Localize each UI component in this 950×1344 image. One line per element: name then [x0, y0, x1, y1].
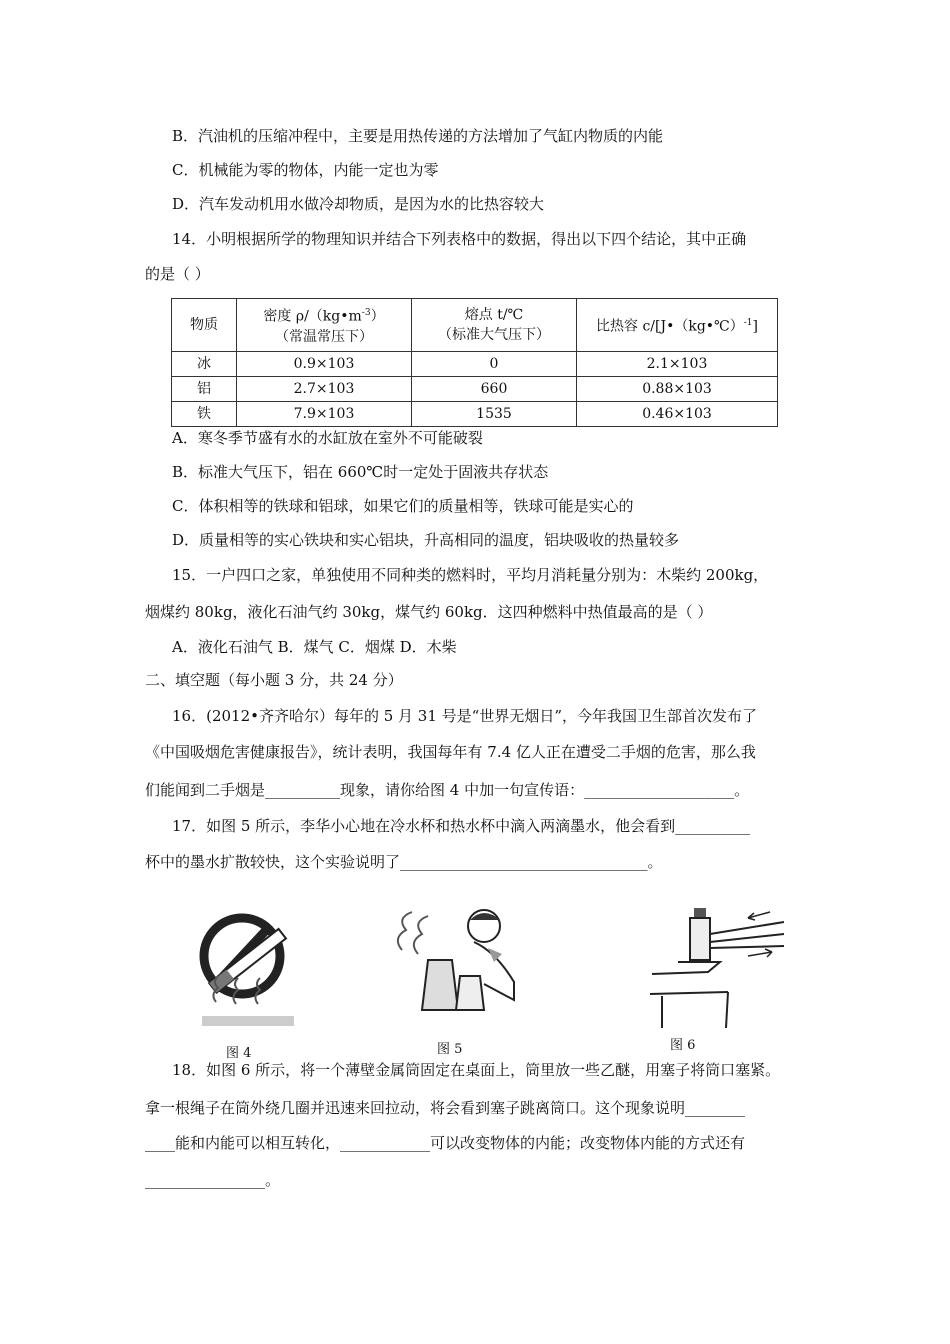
q14-stem-line2: 的是（ ） [145, 265, 210, 283]
cell-melting-point: 660 [412, 377, 577, 402]
q17-line1: 17．如图 5 所示，李华小心地在冷水杯和热水杯中滴入两滴墨水，他会看到__________ [172, 817, 751, 835]
header-density [237, 299, 412, 352]
header-melt-condition: （标准大气压下） [438, 327, 550, 343]
figure-5-caption: 图 5 [437, 1042, 463, 1057]
cell-melting-point: 0 [412, 352, 577, 377]
header-melting-point [412, 299, 577, 352]
cell-specific-heat: 2.1×103 [577, 352, 778, 377]
q18-line3: ____能和内能可以相互转化，____________可以改变物体的内能；改变物体内能的方式还有 [145, 1134, 746, 1152]
q15-line2: 烟煤约 80kg，液化石油气约 30kg，煤气约 60kg．这四种燃料中热值最高的是（ ） [145, 603, 713, 621]
cell-substance: 铝 [172, 377, 237, 402]
data-table [171, 298, 778, 427]
header-density-label: 密度 ρ/（kg•m [263, 308, 362, 325]
cell-density: 0.9×103 [237, 352, 412, 377]
table-row [172, 402, 778, 427]
figure-6-caption: 图 6 [670, 1038, 696, 1053]
q16-line1: 16．(2012•齐齐哈尔）每年的 5 月 31 号是“世界无烟日”，今年我国卫生部首次发布了 [172, 707, 758, 725]
cell-density: 7.9×103 [237, 402, 412, 427]
q14-option-b: B．标准大气压下，铝在 660℃时一定处于固液共存状态 [172, 463, 549, 481]
q16-line3: 们能闻到二手烟是__________现象，请你给图 4 中加一句宣传语：____________________。 [145, 781, 750, 799]
header-specific-heat [577, 299, 778, 352]
q18-line1: 18．如图 6 所示，将一个薄壁金属筒固定在桌面上，筒里放一些乙醚，用塞子将筒口塞紧。 [172, 1061, 781, 1079]
q17-line2: 杯中的墨水扩散较快，这个实验说明了_________________________________。 [145, 853, 663, 871]
q14-option-d: D．质量相等的实心铁块和实心铝块，升高相同的温度，铝块吸收的热量较多 [172, 531, 680, 549]
table-row [172, 377, 778, 402]
q14-option-a: A．寒冬季节盛有水的水缸放在室外不可能破裂 [172, 429, 483, 447]
figure-4-caption: 图 4 [226, 1046, 252, 1061]
q18-line2: 拿一根绳子在筒外绕几圈并迅速来回拉动，将会看到塞子跳离筒口。这个现象说明________ [145, 1099, 746, 1117]
metal-tube-figure [648, 904, 788, 1028]
q13-option-d: D．汽车发动机用水做冷却物质，是因为水的比热容较大 [172, 195, 545, 213]
header-melt-label: 熔点 t/℃ [464, 307, 524, 323]
section-heading: 二、填空题（每小题 3 分，共 24 分） [145, 671, 403, 689]
table-header-row [172, 299, 778, 352]
header-heat-exponent: -1 [743, 318, 753, 329]
q13-option-c: C．机械能为零的物体，内能一定也为零 [172, 161, 439, 179]
cell-substance: 冰 [172, 352, 237, 377]
q13-option-b: B．汽油机的压缩冲程中，主要是用热传递的方法增加了气缸内物质的内能 [172, 127, 664, 145]
q18-line4: ________________。 [145, 1171, 281, 1189]
q16-line2: 《中国吸烟危害健康报告》，统计表明，我国每年有 7.4 亿人正在遭受二手烟的危害，那么我 [145, 743, 756, 761]
table-row [172, 352, 778, 377]
header-density-close: ） [370, 308, 385, 325]
q15-options: A．液化石油气 B．煤气 C．烟煤 D．木柴 [172, 638, 457, 656]
no-smoking-figure [196, 904, 300, 1032]
header-density-condition: （常温常压下） [275, 328, 373, 345]
cell-specific-heat: 0.88×103 [577, 377, 778, 402]
q14-option-c: C．体积相等的铁球和铝球，如果它们的质量相等，铁球可能是实心的 [172, 497, 634, 515]
header-heat-close: ] [752, 318, 758, 335]
cell-melting-point: 1535 [412, 402, 577, 427]
cell-substance: 铁 [172, 402, 237, 427]
diffusion-experiment-figure [384, 904, 530, 1028]
q15-line1: 15．一户四口之家，单独使用不同种类的燃料时，平均月消耗量分别为：木柴约 200kg， [172, 566, 769, 584]
cell-specific-heat: 0.46×103 [577, 402, 778, 427]
header-substance: 物质 [172, 299, 237, 352]
q14-stem-line1: 14．小明根据所学的物理知识并结合下列表格中的数据，得出以下四个结论，其中正确 [172, 230, 747, 248]
cell-density: 2.7×103 [237, 377, 412, 402]
header-heat-label: 比热容 c/[J•（kg•℃） [596, 318, 744, 335]
header-density-exponent: -3 [361, 308, 371, 319]
